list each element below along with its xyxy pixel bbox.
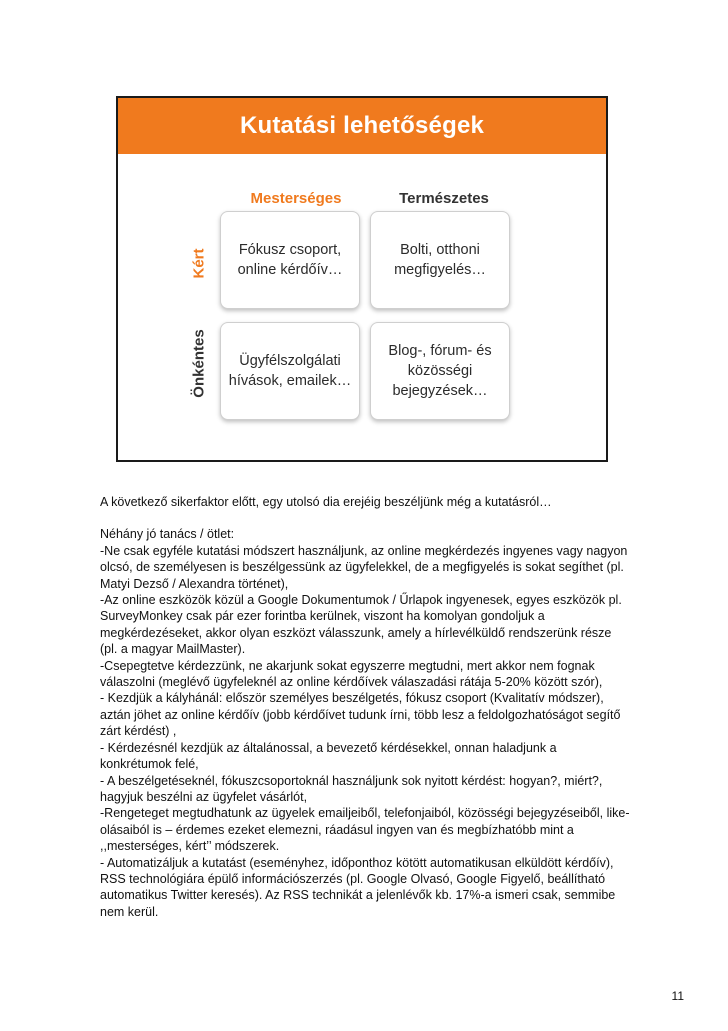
matrix-cell-artificial-requested: Fókusz csoport, online kérdőív… <box>220 211 360 309</box>
lead-paragraph: A következő sikerfaktor előtt, egy utolsó dia erejéig beszéljünk még a kutatásról… <box>100 495 552 509</box>
paragraph: Néhány jó tanács / ötlet: <box>100 527 235 542</box>
row-header-requested: Kért <box>190 248 208 279</box>
column-header-artificial: Mesterséges <box>250 190 342 207</box>
matrix-cell-artificial-voluntary: Ügyfélszolgálati hívások, emailek… <box>220 322 360 420</box>
page-number: 11 <box>671 989 684 1003</box>
matrix-cell-natural-requested: Bolti, otthoni megfigyelés… <box>370 211 510 309</box>
notes-text <box>100 494 630 920</box>
paragraph: -Rengeteget megtudhatunk az ügyelek emailjeiből, telefonjaiból, közösségi bejegyzéseiből, like-olásaiból is – érdemes ezeket elemezni, ráadásul ingyen van és megbízhatóbb mint a ,,mesterséges, kért’’ módszerek. <box>100 806 630 854</box>
row-header-voluntary: Önkéntes <box>190 329 208 398</box>
paragraph: - Automatizáljuk a kutatást (eseményhez, időponthoz kötött automatikusan elküldött kérdőív), RSS technológiára épülő információszerzés (pl. Google Olvasó, Google Figyelő, beállítható automatikus Twitter keresés). Az RSS technikát a jelenlévők kb. 17%-a ismeri csak, semmibe nem kerül. <box>100 855 616 919</box>
paragraph: -Az online eszközök közül a Google Dokumentumok / Űrlapok ingyenesek, egyes eszközök pl. SurveyMonkey csak pár ezer forintba kerülnek, viszont ha komolyan gondoljuk a megkérdezéseket, akkor olyan eszközt válasszunk, amely a hírlevélküldő rendszerünk része (pl. a magyar MailMaster). <box>100 593 622 657</box>
paragraph: -Ne csak egyféle kutatási módszert használjunk, az online megkérdezés ingyenes vagy nagyon olcsó, de személyesen is beszélgessünk az ügyfelekkel, de a megfigyelés is sokat segíthet (pl. Matyi Dezső / Alexandra történet), <box>100 543 628 591</box>
matrix-cell-natural-voluntary: Blog-, fórum- és közösségi bejegyzések… <box>370 322 510 420</box>
paragraph: -Csepegtetve kérdezzünk, ne akarjunk sokat egyszerre megtudni, mert akkor nem fognak válaszolni (meglévő ügyfeleknél az online kérdőívek válaszadási rátája 5-20% között szór), <box>100 658 603 690</box>
paragraph: - Kezdjük a kályhánál: először személyes beszélgetés, fókusz csoport (Kvalitatív módszer), aztán jöhet az online kérdőív (jobb kérdőívet tudunk írni, több lesz a feldolgozhatóságot segítő zárt kérdést) , <box>100 691 621 739</box>
paragraph: - A beszélgetéseknél, fókuszcsoportoknál használjunk sok nyitott kérdést: hogyan?, miért?, hagyjuk beszélni az ügyfelet vásárlót, <box>100 773 603 804</box>
slide-image <box>116 96 608 462</box>
slide-title: Kutatási lehetőségek <box>118 98 606 154</box>
column-header-natural: Természetes <box>399 190 489 207</box>
paragraph: - Kérdezésnél kezdjük az általánossal, a bevezető kérdésekkel, onnan haladjunk a konkrétumok felé, <box>100 740 557 772</box>
